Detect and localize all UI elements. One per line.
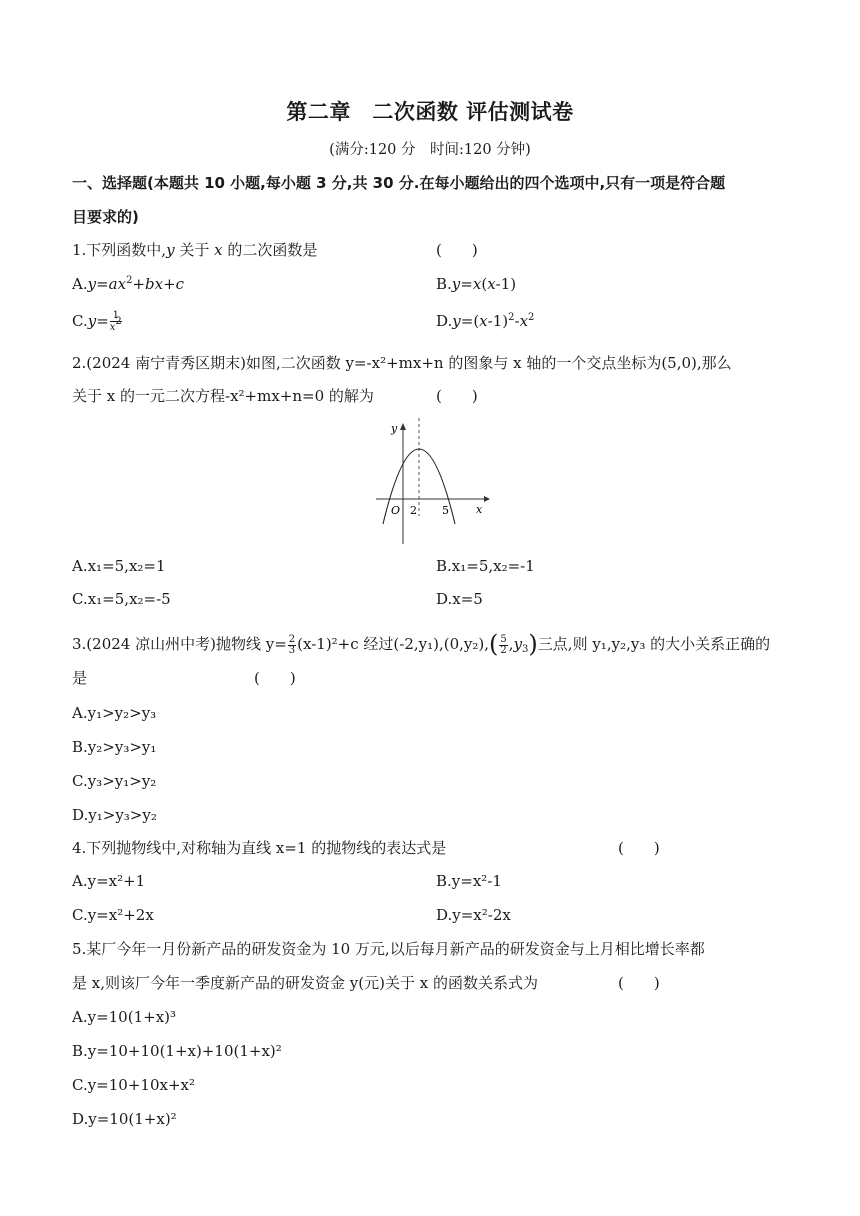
q2-stem-line2: 关于 x 的一元二次方程-x²+mx+n=0 的解为	[72, 387, 374, 405]
q4-option-c[interactable]: C.y=x²+2x	[72, 906, 154, 924]
origin-label: O	[391, 504, 401, 517]
q3-stem-part-b: (x-1)²+c 经过(-2,y₁),(0,y₂),	[297, 635, 490, 653]
q5-stem-line1: 5.某厂今年一月份新产品的研发资金为 10 万元,以后每月新产品的研发资金与上月相比增长率都	[72, 940, 705, 958]
q1-option-a[interactable]: $A.y=ax^2+bx+c$	[72, 275, 185, 293]
tick-label-2: 2	[410, 504, 417, 517]
q1-option-b[interactable]: B.y=x(x-1)	[436, 275, 517, 293]
q1-stem	[72, 240, 317, 260]
q1-option-c[interactable]: C.y= $\frac{1}{x^2}$	[72, 310, 122, 333]
q2-option-d[interactable]: D.x=5	[436, 590, 483, 608]
q4-option-a[interactable]: A.y=x²+1	[72, 872, 146, 890]
q5-answer-paren: ( )	[618, 974, 660, 992]
x-axis-label: x	[476, 503, 483, 516]
q5-option-a[interactable]: A.y=10(1+x)³	[72, 1008, 177, 1026]
q3-point-denominator: 2	[500, 644, 507, 656]
tick-label-5: 5	[442, 504, 449, 517]
q5-option-c[interactable]: C.y=10+10x+x²	[72, 1076, 195, 1094]
q3-option-a[interactable]: A.y₁>y₂>y₃	[72, 704, 157, 722]
q3-coef-numerator: 2	[288, 633, 296, 645]
q3-stem-line1: 3.(2024 凉山州中考)抛物线 y= $\frac{2}{3}$ (x-1)²+c 经过(-2,y₁),(0,y₂),( $\frac{5}{2}$ $,y_3$)三点,则 y₁,y₂,y₃ 的大小关系正确的	[72, 630, 771, 658]
q5-option-d[interactable]: D.y=10(1+x)²	[72, 1110, 177, 1128]
q3-coef-denominator: 3	[288, 644, 296, 656]
x-axis-arrow	[484, 496, 490, 502]
q4-answer-paren: ( )	[618, 839, 660, 857]
q1-stem-text-a: 1.下列函数中,	[72, 241, 167, 259]
q5-stem-line2: 是 x,则该厂今年一季度新产品的研发资金 y(元)关于 x 的函数关系式为	[72, 974, 538, 992]
q2-option-b[interactable]: B.x₁=5,x₂=-1	[436, 557, 535, 575]
q2-stem-line1: 2.(2024 南宁青秀区期末)如图,二次函数 y=-x²+mx+n 的图象与 x 轴的一个交点坐标为(5,0),那么	[72, 354, 732, 372]
section-heading-line1: 一、选择题(本题共 10 小题,每小题 3 分,共 30 分.在每小题给出的四个选项中,只有一项是符合题	[72, 174, 726, 192]
y-axis-label: y	[391, 422, 398, 435]
q4-option-d[interactable]: D.y=x²-2x	[436, 906, 511, 924]
q3-answer-paren: ( )	[254, 669, 296, 687]
q4-stem: 4.下列抛物线中,对称轴为直线 x=1 的抛物线的表达式是	[72, 839, 447, 857]
q2-option-c[interactable]: C.x₁=5,x₂=-5	[72, 590, 171, 608]
y-axis-arrow	[400, 423, 406, 430]
q2-answer-paren: ( )	[436, 387, 478, 405]
q3-point-numerator: 5	[500, 633, 507, 645]
q1-option-d[interactable]: $D.y=(x-1)^2-x^2$	[436, 312, 535, 330]
q4-option-b[interactable]: B.y=x²-1	[436, 872, 502, 890]
q2-option-a[interactable]: A.x₁=5,x₂=1	[72, 557, 166, 575]
q1-answer-paren: ( )	[436, 241, 478, 259]
page-title: 第二章 二次函数 评估测试卷	[286, 100, 574, 124]
q3-option-c[interactable]: C.y₃>y₁>y₂	[72, 772, 157, 790]
q3-stem-part-a: 3.(2024 凉山州中考)抛物线 y=	[72, 635, 287, 653]
q2-parabola-graph	[370, 418, 490, 548]
q1-stem-var-x: x	[214, 241, 223, 259]
section-heading-line2: 目要求的)	[72, 208, 139, 226]
q5-option-b[interactable]: B.y=10+10(1+x)+10(1+x)²	[72, 1042, 282, 1060]
q1-stem-text-b: 关于	[174, 241, 215, 259]
q3-stem-line2: 是	[72, 669, 88, 687]
q3-option-d[interactable]: D.y₁>y₃>y₂	[72, 806, 157, 824]
q3-option-b[interactable]: B.y₂>y₃>y₁	[72, 738, 157, 756]
q1-stem-var-y: y	[166, 241, 175, 259]
page-subtitle: (满分:120 分 时间:120 分钟)	[329, 142, 531, 158]
q1-stem-text-c: 的二次函数是	[222, 241, 318, 259]
q3-stem-part-c: 三点,则 y₁,y₂,y₃ 的大小关系正确的	[537, 635, 771, 653]
